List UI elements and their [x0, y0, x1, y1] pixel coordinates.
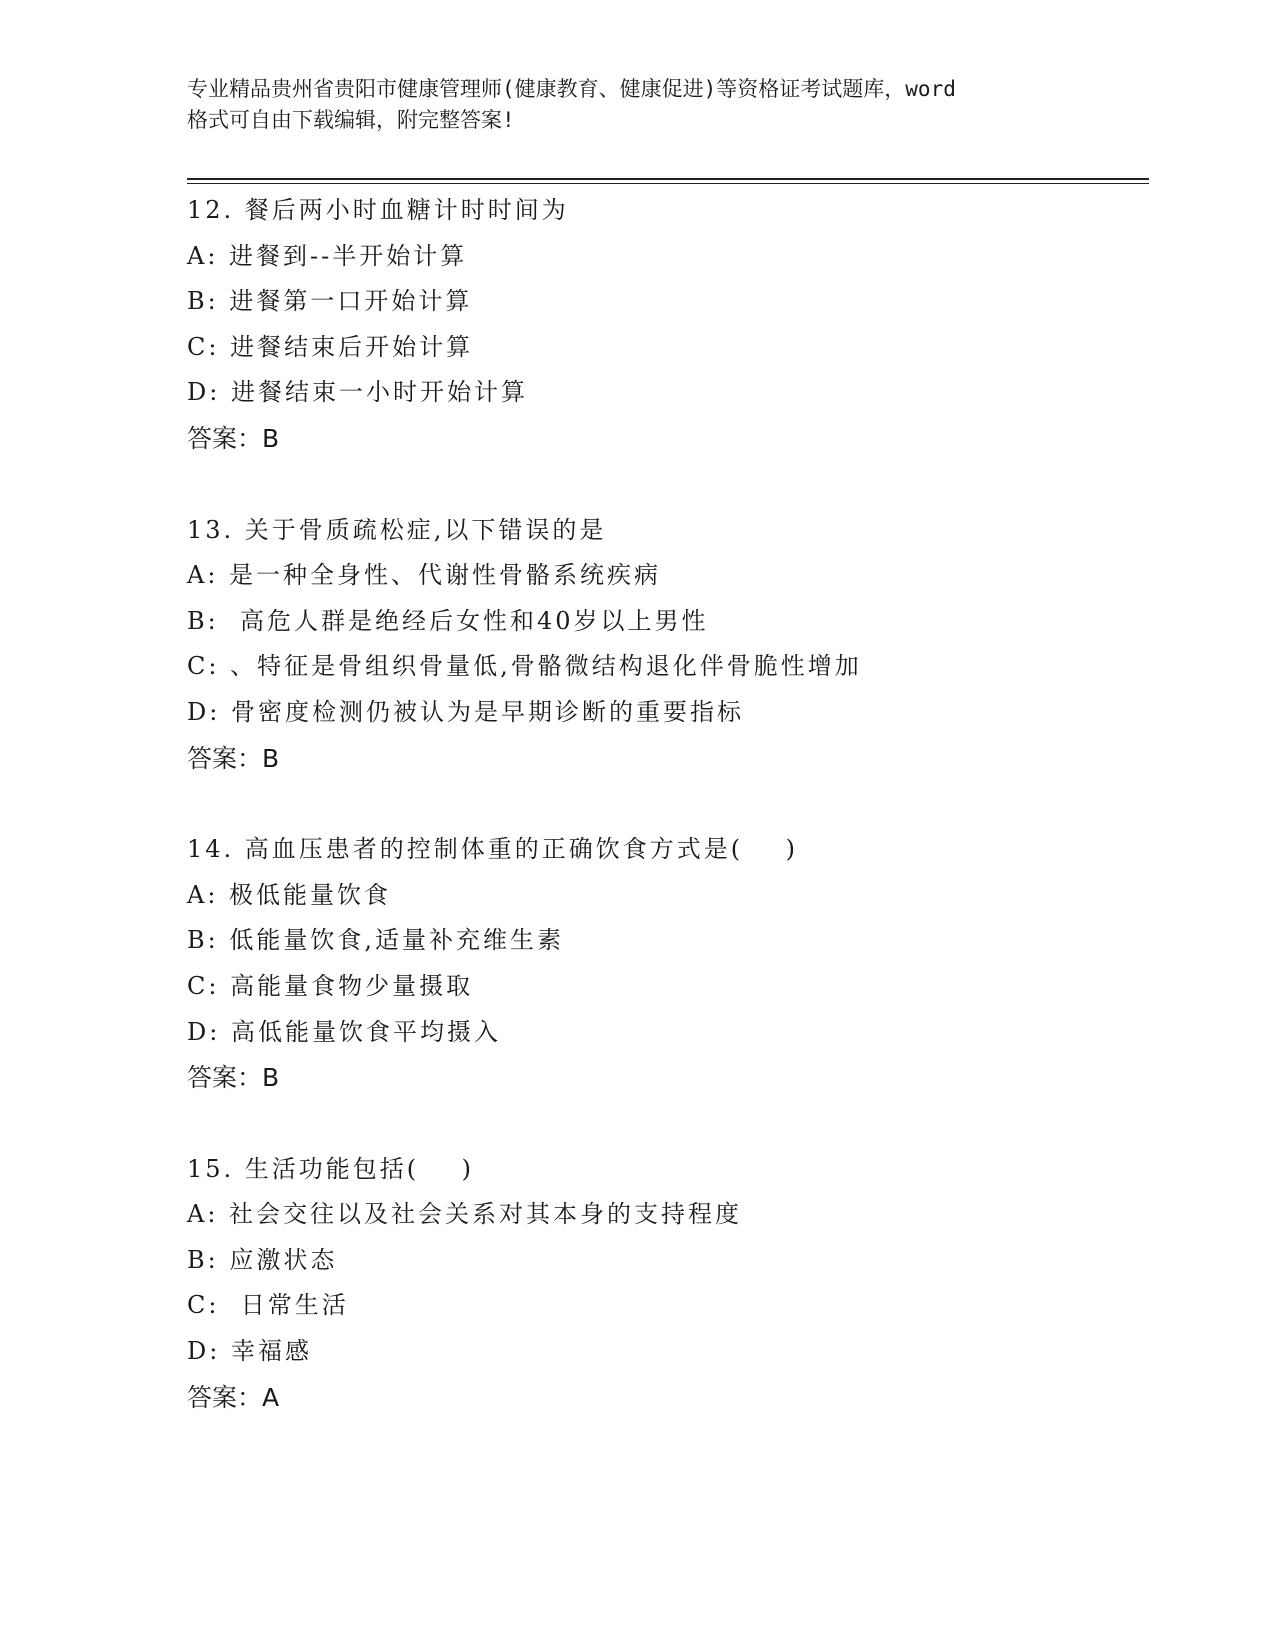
option-c: C: 日常生活: [187, 1291, 349, 1320]
answer: 答案：B: [187, 423, 280, 453]
question-stem: 13. 关于骨质疏松症,以下错误的是: [187, 515, 607, 544]
question-stem: 15. 生活功能包括( ): [187, 1154, 475, 1183]
option-b: B: 高危人群是绝经后女性和40岁以上男性: [187, 606, 709, 635]
header-line-2: 格式可自由下载编辑，附完整答案!: [187, 108, 515, 132]
option-b: B: 应激状态: [187, 1245, 338, 1274]
answer: 答案：B: [187, 743, 280, 773]
answer: 答案：B: [187, 1063, 280, 1093]
option-c: C: 进餐结束后开始计算: [187, 332, 474, 361]
option-a: A: 进餐到--半开始计算: [187, 241, 468, 270]
option-d: D: 进餐结束一小时开始计算: [187, 378, 528, 407]
question-12: [187, 188, 1149, 462]
option-d: D: 高低能量饮食平均摄入: [187, 1017, 501, 1046]
question-stem: 14. 高血压患者的控制体重的正确饮食方式是( ): [187, 835, 799, 864]
option-a: A: 是一种全身性、代谢性骨骼系统疾病: [187, 561, 662, 590]
option-c: C: 高能量食物少量摄取: [187, 971, 474, 1000]
option-a: A: 极低能量饮食: [187, 880, 392, 909]
option-a: A: 社会交往以及社会关系对其本身的支持程度: [187, 1200, 743, 1229]
question-15: [187, 1147, 1149, 1421]
question-13: [187, 508, 1149, 782]
answer: 答案：A: [187, 1382, 280, 1412]
option-b: B: 进餐第一口开始计算: [187, 287, 473, 316]
question-14: [187, 827, 1149, 1101]
header-line-1: 专业精品贵州省贵阳市健康管理师(健康教育、健康促进)等资格证考试题库，word: [187, 77, 956, 101]
option-d: D: 幸福感: [187, 1337, 312, 1366]
header-divider-thin: [187, 183, 1149, 184]
header-divider-thick: [187, 178, 1149, 180]
question-stem: 12. 餐后两小时血糖计时时间为: [187, 196, 569, 224]
question-list: [187, 188, 1149, 1466]
option-d: D: 骨密度检测仍被认为是早期诊断的重要指标: [187, 697, 744, 726]
option-c: C: 、特征是骨组织骨量低,骨骼微结构退化伴骨脆性增加: [187, 652, 862, 681]
document-header: [187, 74, 1087, 136]
option-b: B: 低能量饮食,适量补充维生素: [187, 926, 564, 955]
